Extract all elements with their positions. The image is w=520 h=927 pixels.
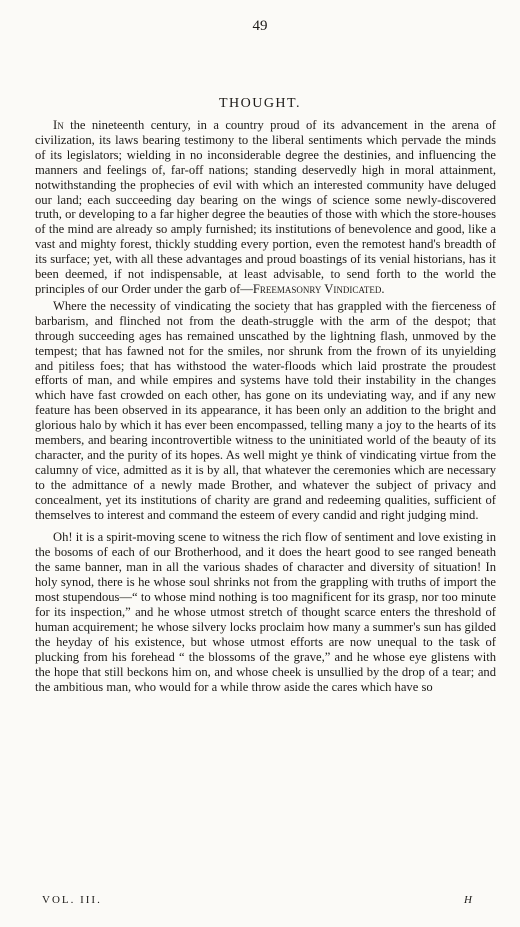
paragraph-3: Oh! it is a spirit-moving scene to witness the rich flow of sentiment and love existing in the bosoms of each of our Brotherhood, and it does the heart good to see ranged beneath the same banner, man in all the various shades of character and diversity of situation! In holy synod, there is he whose soul shrinks not from the grappling with truths of import the most stupendous—“ to whose mind nothing is too magnificent for its grasp, nor too minute for its inspection,” and he whose utmost stretch of thought scarce enters the threshold of human acquirement; he whose silvery locks proclaim how many a summer's sun has gilded the heyday of his existence, but whose utmost efforts are now unequal to the task of plucking from his forehead “ the blossoms of the grave,” and he whose eye glistens with the hope that still beckons him on, and whose cheek is unsullied by the drop of a tear; and the ambitious man, who would for a while throw aside the cares which have so bbox=[35, 530, 496, 694]
signature-mark: H bbox=[464, 894, 472, 906]
article-title: THOUGHT. bbox=[218, 96, 302, 111]
paragraph-1-emphasis: Freemasonry Vindicated. bbox=[252, 281, 385, 296]
paragraph-2: Where the necessity of vindicating the society that has grappled with the fierceness of barbarism, and flinched not from the death-struggle with the arm of the despot; that through succeeding ages has remained unscathed by the lightning flash, unmoved by the tempest; that has fawned not for the smiles, nor shrunk from the frown of its unyielding and pitiless foes; that has withstood the water-floods which laid prostrate the proudest efforts of man, and while empires and systems have told their instability in the changes which have fast crowded on each other, has gone on its undeviating way, and if any new feature has been observed in its appearance, it has been only an addition to the bright and glorious halo by which it has ever been encompassed, telling many a joy to the hearts of its members, and bearing incontrovertible witness to the uninitiated world of the beauty of its character, and the purity of its hopes. As well might ye think of vindicating virtue from the calumny of vice, admitted as it is by all, that whatever the ceremonies which are necessary to the admittance of a newly made Brother, and whatever the subject of privacy and concealment, yet its institutions of charity are grand and redeeming qualities, sufficient of themselves to interest and command the esteem of every candid and right judging mind. bbox=[35, 298, 496, 522]
page-number: 49 bbox=[252, 18, 268, 34]
paragraph-1 bbox=[35, 118, 496, 297]
paragraph-1-text: the nineteenth century, in a country proud of its advancement in the arena of civilization, its laws bearing testimony to the liberal sentiments which pervade the minds of its legislators; wielding in no inconsiderable degree the destinies, and influencing the manners and feelings of, far-off nations; standing deservedly high in moral attainment, notwithstanding the prophecies of evil with which an interested community have deluged our land; each succeeding day bearing on the wings of science some newly-discovered truth, or developing to a far higher degree the beauties of those with which the store-houses of the mind are already so amply furnished; its institutions of benevolence and good, like a vast and mighty forest, thickly studding every portion, even the remotest hand's breadth of its surface; yet, with all these advantages and proud boastings of its venial historians, has it been deemed, if not indispensable, at least advisable, to send forth to the world the principles of our Order under the garb of— bbox=[35, 118, 496, 296]
volume-mark: VOL. III. bbox=[42, 894, 102, 906]
drop-lead-word: In bbox=[53, 118, 64, 132]
article-body bbox=[35, 118, 496, 694]
